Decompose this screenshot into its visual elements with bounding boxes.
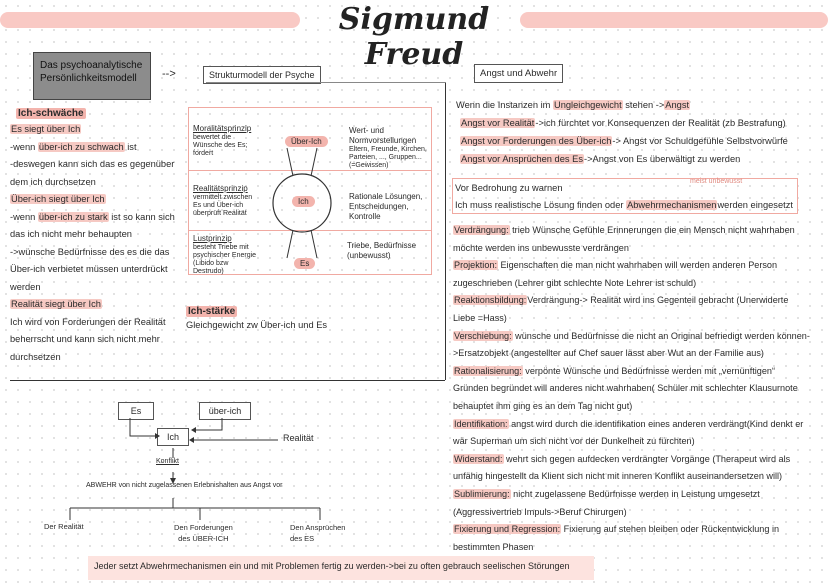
diagram-konflikt: Konflikt (156, 458, 179, 465)
mechanism-item (453, 328, 823, 363)
mechanism-term: Sublimierung: (454, 488, 510, 499)
line-9: werden (10, 281, 41, 292)
line-11: Ich wird von Forderungen der Realität (10, 316, 166, 327)
title-decor-right (520, 12, 828, 28)
mechanism-text: Gründen begründet will anderes nicht wahrhaben( Schüler mit schlechter Klausurnote (453, 383, 798, 394)
mechanism-text: zugeschrieben (Lehrer gibt schlechte Note Lehrer ist schuld) (453, 277, 697, 288)
mechanism-text: unfähig hingestellt da Klient sich nicht mit inneren Konflikt auseinandersetzen will) (453, 471, 783, 482)
mechanism-item (453, 222, 823, 257)
mechanism-text: trieb Wünsche Gefühle Erinnerungen die ein Mensch nicht wahrhaben (509, 225, 795, 235)
mechanism-item (453, 486, 823, 521)
mechanism-item (453, 416, 823, 451)
mechanism-text: angst wird durch die identifikation eines anderen verdrängt(Kind denkt er (508, 418, 804, 429)
line-7: ->wünsche Bedürfnisse des es die das (10, 246, 170, 257)
meist-unbewusst-note: meist unbewusst (690, 178, 743, 185)
mechanisms-list (453, 222, 823, 556)
mechanism-text: Liebe =Hass) (453, 312, 507, 323)
mechanism-text: wehrt sich gegen aufdecken verdrängter Vorgänge (Therapeut wird als (503, 453, 791, 464)
mechanism-text: (Aggressivertrieb Impuls->Beruf Chirurgen) (453, 506, 627, 517)
ichstaerke-section (186, 306, 327, 330)
mechanism-text: Verdrängung-> Realität wird ins Gegenteil gebracht (Unerwiderte (527, 295, 789, 306)
mechanism-term: Verdrängung: (454, 225, 509, 235)
mechanism-text: Fixierung auf stehen bleiben oder Rückentwicklung in (561, 524, 780, 535)
right3-block: Triebe, Bedürfnisse (unbewusst) (347, 241, 417, 260)
line-10: Realität siegt über Ich (11, 299, 101, 309)
page-title: Sigmund Freud (338, 2, 490, 72)
mechanism-term: Verschiebung: (454, 330, 512, 341)
mechanism-text: wär Superman um sich nicht vor der Dunkelheit zu fürchten) (453, 436, 695, 447)
line-1: -wenn über-ich zu schwach ist (10, 141, 137, 152)
branch-realitaet: Der Realität (44, 522, 84, 531)
ichschwaeche-heading: Ich-schwäche (18, 108, 84, 119)
diagram-ich-box: Ich (157, 428, 189, 446)
line-4: Über-ich siegt über Ich (11, 194, 105, 204)
mechanism-item (453, 363, 823, 416)
line-0: Es siegt über Ich (11, 124, 81, 134)
angst-section (456, 96, 788, 168)
ich-badge: Ich (292, 196, 315, 207)
line-13: durchsetzen (10, 351, 61, 362)
right1-block: Wert- und Normvorstellungen Eltern, Freunde, Kirchen, Parteien, ..., Gruppen... (=Gewissen) (349, 126, 427, 169)
horizontal-divider (10, 380, 445, 381)
mechanism-text: verpönte Wünsche und Bedürfnisse werden mit „vernünftigen“ (522, 365, 775, 376)
mechanism-text: behauptet ihm ging es an dem Tag nicht gut) (453, 400, 633, 411)
mechanism-text: Eigenschaften die man nicht wahrhaben will werden anderen Person (497, 260, 778, 271)
right2-block: Rationale Lösungen, Entscheidungen, Kontrolle (349, 192, 423, 221)
structure-connector (206, 82, 446, 83)
title-decor-left (0, 12, 300, 28)
mechanism-term: Fixierung und Regression: (454, 524, 561, 535)
branch-ueberich: Den Forderungen des ÜBER-ICH (174, 523, 233, 543)
abwehr-text: ABWEHR von nicht zugelassenen Erlebnishalten aus Angst vor (86, 482, 283, 489)
moral-block: Moralitätsprinzip bewertet die Wünsche des Es; fordert (193, 124, 252, 157)
arrow-to-structure: --> (162, 68, 176, 80)
mechanism-term: Widerstand: (454, 453, 503, 464)
line-6: das ich nicht mehr behaupten (10, 229, 132, 239)
mechanism-text: wünsche und Bedürfnisse die nicht an Original befriedigt werden können- (512, 330, 810, 341)
lust-block: Lustprinzip besteht Triebe mit psychischer Energie (Libido bzw Destrudo) (193, 234, 257, 275)
angst-intro: Wenn die Instanzen im Ungleichgewicht stehen ->Angst (456, 100, 690, 110)
real-block: Realitätsprinzip vermittelt zwischen Es und Über-ich überprüft Realität (193, 184, 253, 217)
branch-es: Den Ansprüchen des ES (290, 523, 346, 543)
branch-lines (60, 494, 340, 524)
line-12: beherrscht und kann sich nicht mehr (10, 334, 160, 344)
mechanism-item (453, 521, 823, 556)
line-2: -deswegen kann sich das es gegenüber (10, 159, 175, 169)
diagram-ueberich-box: über-ich (199, 402, 251, 420)
angst-es: Angst vor Ansprüchen des Es->Angst von Es überwältigt zu werden (461, 154, 741, 164)
mechanism-term: Identifikation: (454, 418, 508, 429)
mechanism-text: möchte werden ins unbewusste verdrängen (453, 242, 629, 253)
line-5: -wenn über-ich zu stark ist so kann sich (10, 211, 175, 222)
mechanism-term: Projektion: (454, 260, 497, 271)
psychoanalytic-model-box (33, 52, 151, 100)
box-title-line1: Das psychoanalytische (40, 60, 143, 71)
mechanism-term: Rationalisierung: (454, 365, 522, 376)
box-title-line2: Persönlichkeitsmodell (40, 73, 137, 84)
ichstaerke-heading: Ich-stärke (188, 306, 236, 317)
diagram-realitaet: Realität (283, 433, 314, 443)
structure-model-label: Strukturmodell der Psyche (203, 66, 321, 84)
es-badge: Es (294, 258, 315, 269)
mechanism-item (453, 257, 823, 292)
vertical-divider (445, 82, 446, 380)
diagram-es-box: Es (118, 402, 154, 420)
mechanism-item (453, 292, 823, 327)
structure-diagram (188, 107, 432, 275)
angst-abwehr-label: Angst und Abwehr (474, 64, 563, 83)
line-3: dem ich durchsetzen (10, 176, 96, 187)
ichstaerke-text: Gleichgewicht zw Über-ich und Es (186, 320, 328, 330)
line-8: Über-ich verbietet müssen unterdrückt (10, 264, 168, 274)
mechanism-text: nicht zugelassene Bedürfnisse werden in Leistung umgesetzt (510, 488, 760, 499)
ueber-ich-badge: Über-Ich (285, 136, 328, 147)
ichschwaeche-section (10, 108, 175, 366)
mechanism-item (453, 451, 823, 486)
angst-ueberich: Angst vor Forderungen des Über-ich-> Angst vor Schuldgefühle Selbstvorwürfe (461, 136, 788, 146)
bedrohung-text: Vor Bedrohung zu warnen Ich muss realistische Lösung finden oder Abwehrmechanismenwerden eingesetzt (455, 183, 793, 210)
bottom-note: Jeder setzt Abwehrmechanismen ein und mit Problemen fertig zu werden->bei zu often gebrauch seelischen Störungen (88, 556, 594, 580)
mechanism-text: >Ersatzobjekt (angestellter auf Chef sauer lässt aber Wut an der Familie aus) (453, 348, 764, 359)
mechanism-text: bestimmten Phasen (453, 541, 534, 552)
mechanism-term: Reaktionsbildung: (454, 295, 527, 306)
angst-realitaet: Angst vor Realität->ich fürchtet vor Konsequenzen der Realität (zb Bestrafung) (461, 118, 786, 128)
